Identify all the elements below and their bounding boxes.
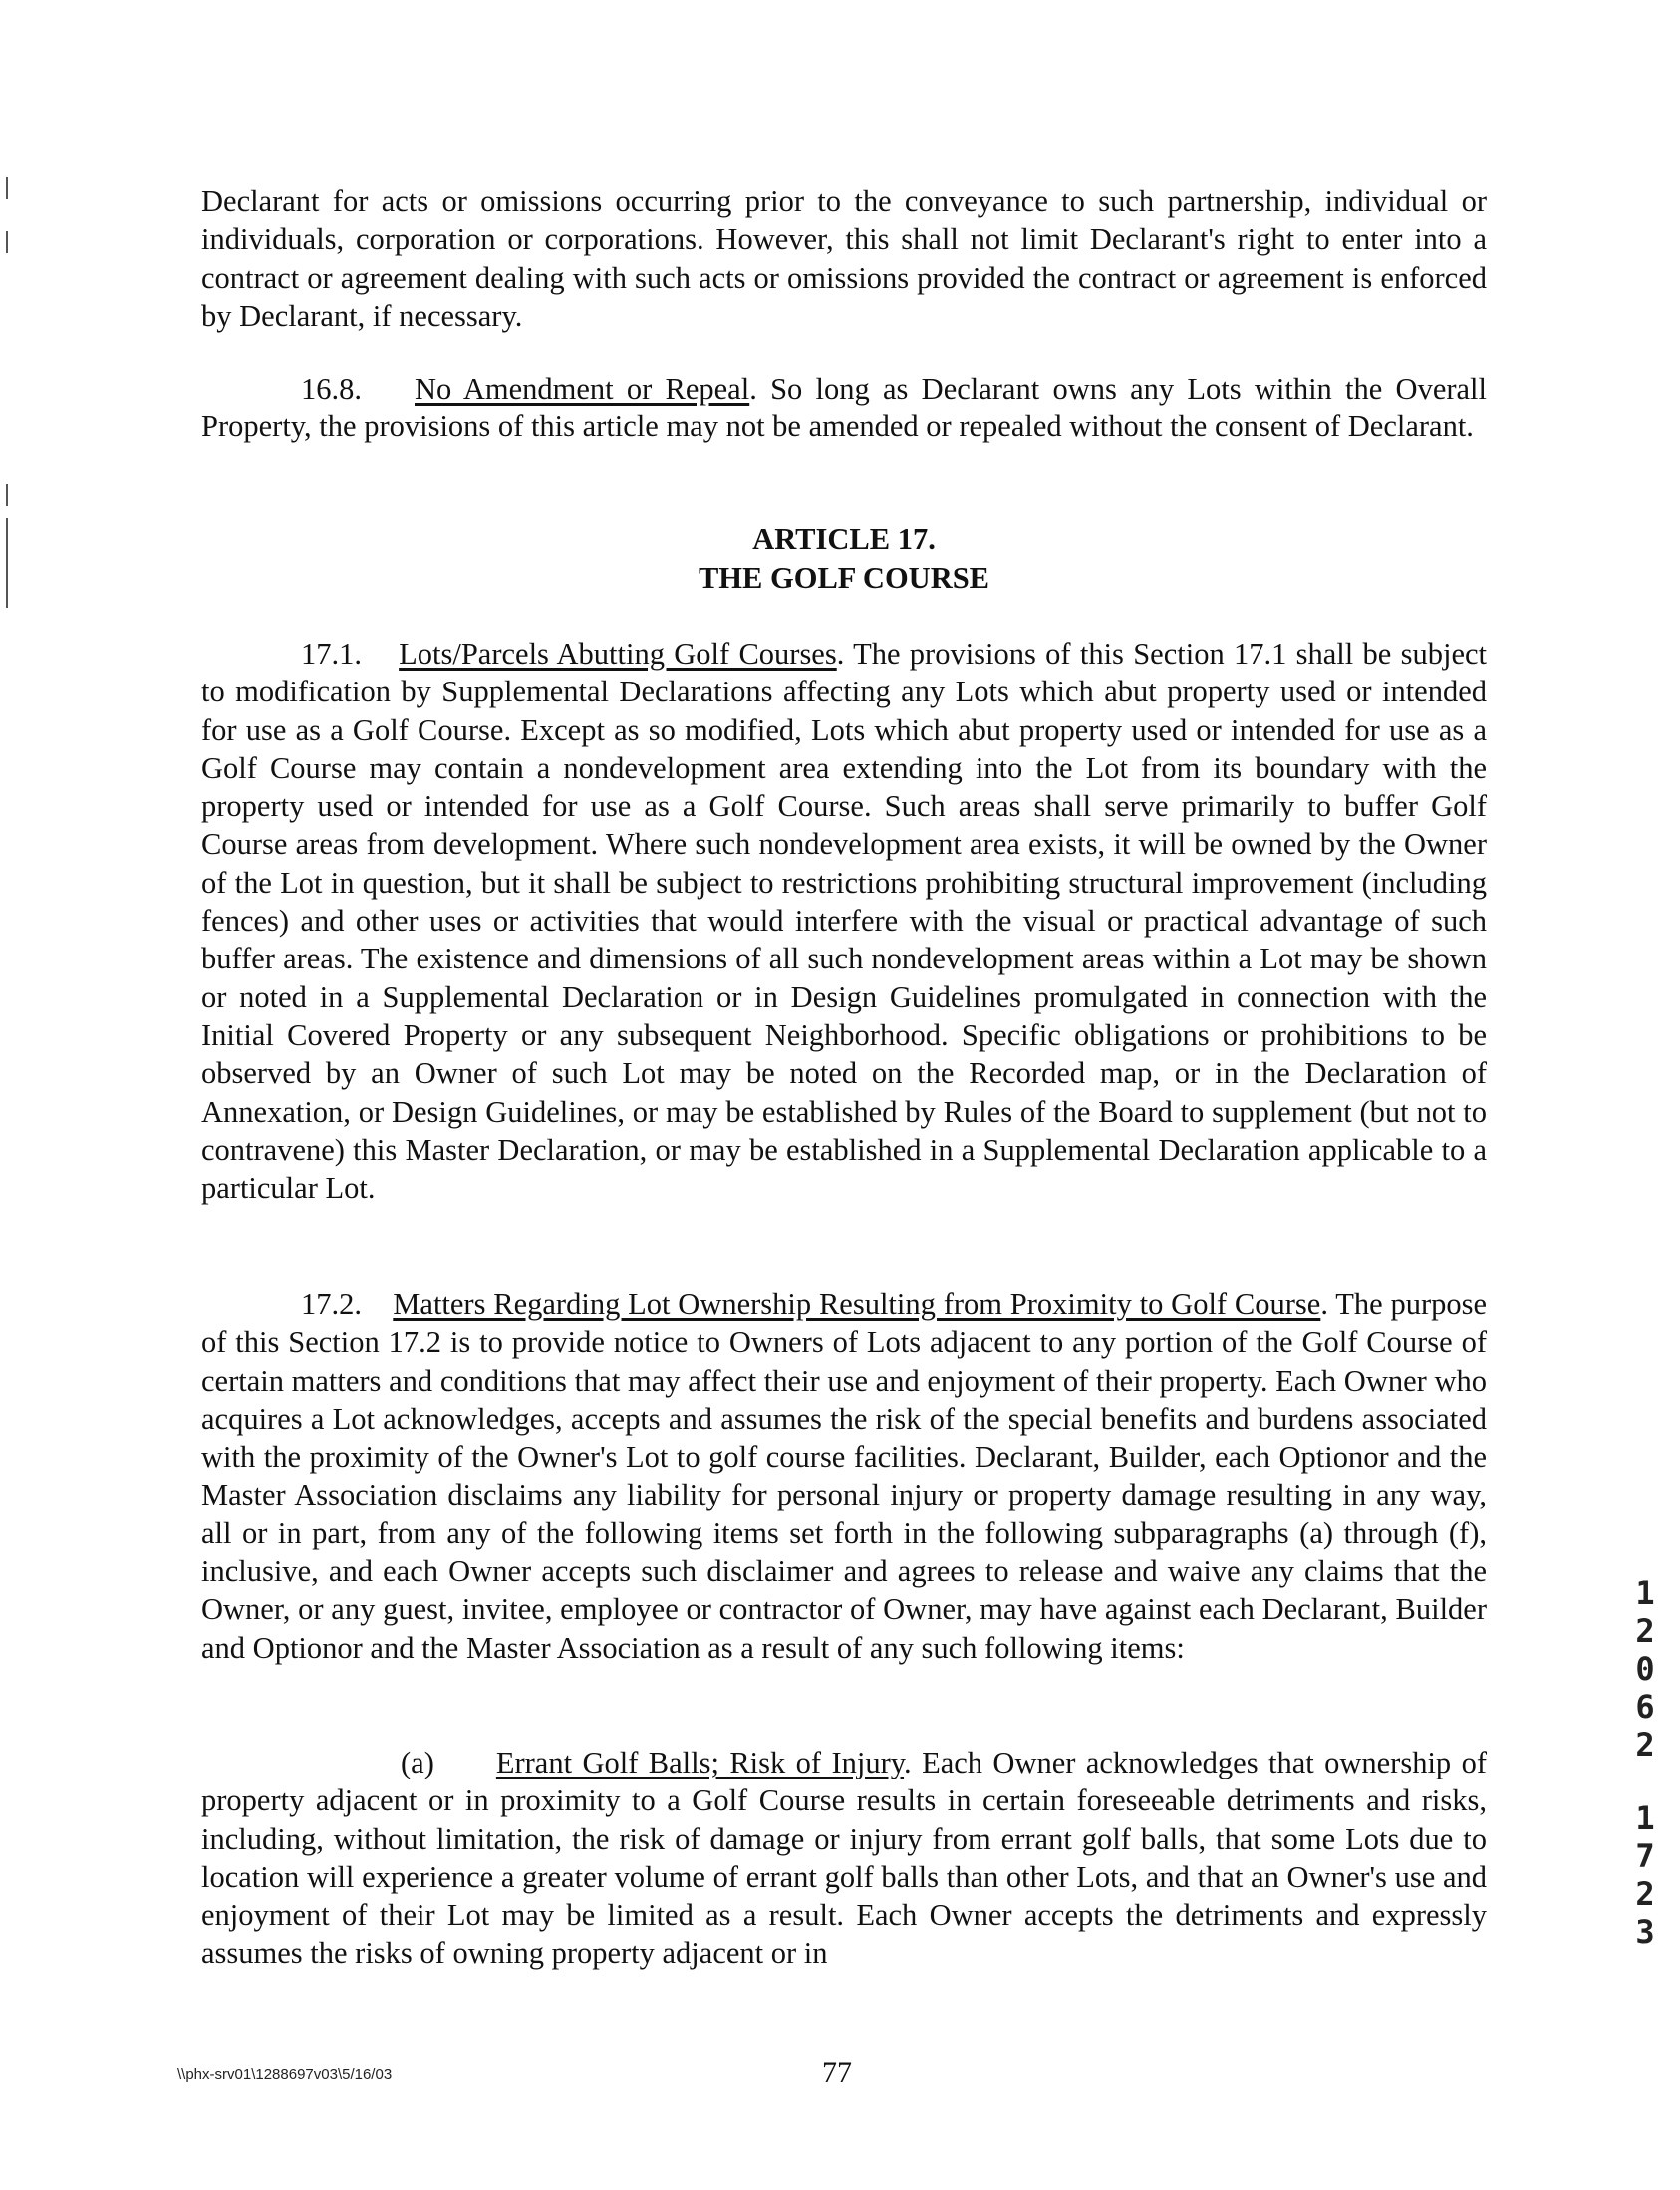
section-16-8-paragraph <box>201 370 1487 446</box>
section-body: . So long as Declarant owns any Lots within the Overall Property, the provisions of this article may not be amended or repealed without the consent of Declarant. <box>201 372 1488 444</box>
section-number: 16.8. <box>301 372 362 406</box>
stamp-digit: 1 <box>1635 1799 1655 1837</box>
section-title: Lots/Parcels Abutting Golf Courses <box>399 637 837 671</box>
scan-mark <box>6 177 8 199</box>
continuation-text: Declarant for acts or omissions occurring prior to the conveyance to such partnership, individual or individuals, corporation or corporations. However, this shall not limit Declarant's right to enter into a contract or agreement dealing with such acts or omissions provided the contract or agreement is enforced by Declarant, if necessary. <box>201 184 1487 333</box>
section-title: Matters Regarding Lot Ownership Resulting from Proximity to Golf Course <box>393 1287 1321 1321</box>
article-label: ARTICLE 17. <box>752 522 936 556</box>
footer-document-path: \\phx-srv01\1288697v03\5/16/03 <box>177 2066 393 2083</box>
subsection-a-paragraph <box>201 1744 1487 1973</box>
article-heading <box>201 520 1487 597</box>
section-17-2 <box>201 1285 1487 1667</box>
stamp-digit: 1 <box>1635 1574 1655 1612</box>
subsection-title: Errant Golf Balls; Risk of Injury <box>495 1746 905 1779</box>
article-title: THE GOLF COURSE <box>698 560 990 595</box>
section-title: No Amendment or Repeal <box>415 372 750 406</box>
stamp-gap <box>1628 1764 1662 1799</box>
stamp-digit: 6 <box>1635 1688 1655 1726</box>
section-number: 17.1. <box>301 637 362 671</box>
stamp-digit: 2 <box>1635 1726 1655 1764</box>
continuation-paragraph <box>201 182 1487 335</box>
stamp-digit: 2 <box>1635 1612 1655 1650</box>
stamp-digit: 7 <box>1635 1837 1655 1875</box>
section-body: . The provisions of this Section 17.1 shall be subject to modification by Supplemental Declarations affecting any Lots which abut property used or intended for use as a Golf Course. Except as so modified, Lots which abut property used or intended for use as a Golf Course may contain a nondevelopment area extending into the Lot from its boundary with the property used or intended for use as a Golf Course. Such areas shall serve primarily to buffer Golf Course areas from development. Where such nondevelopment area exists, it will be owned by the Owner of the Lot in question, but it shall be subject to restrictions prohibiting structural improvement (including fences) and other uses or activities that would interfere with the visual or practical advantage of such buffer areas. The existence and dimensions of all such nondevelopment areas within a Lot may be shown or noted in a Supplemental Declaration or in Design Guidelines promulgated in connection with the Initial Covered Property or any subsequent Neighborhood. Specific obligations or prohibitions to be observed by an Owner of such Lot may be noted on the Recorded map, or in the Declaration of Annexation, or Design Guidelines, or may be established by Rules of the Board to supplement (but not to contravene) this Master Declaration, or may be established in a Supplemental Declaration applicable to a particular Lot. <box>201 637 1487 1206</box>
vertical-recording-stamp <box>1628 1574 1662 1951</box>
scan-mark <box>6 231 8 253</box>
section-body: . The purpose of this Section 17.2 is to provide notice to Owners of Lots adjacent to any portion of the Golf Course of certain matters and conditions that may affect their use and enjoyment of their property. Each Owner who acquires a Lot acknowledges, accepts and assumes the risk of the special benefits and burdens associated with the proximity of the Owner's Lot to golf course facilities. Declarant, Builder, each Optionor and the Master Association disclaims any liability for personal injury or property damage resulting in any way, all or in part, from any of the following items set forth in the following subparagraphs (a) through (f), inclusive, and each Owner accepts such disclaimer and agrees to release and waive any claims that the Owner, or any guest, invitee, employee or contractor of Owner, may have against each Declarant, Builder and Optionor and the Master Association as a result of any such following items: <box>201 1287 1488 1665</box>
stamp-digit: 2 <box>1635 1875 1655 1913</box>
subsection-a <box>201 1744 1487 1973</box>
section-17-1 <box>201 635 1487 1207</box>
scan-mark <box>6 484 8 506</box>
scan-mark <box>6 518 8 608</box>
subsection-body: . Each Owner acknowledges that ownership of property adjacent or in proximity to a Golf Course results in certain foreseeable detriments and risks, including, without limitation, the risk of damage or injury from errant golf balls, that some Lots due to location will experience a greater volume of errant golf balls than other Lots, and that an Owner's use and enjoyment of their Lot may be limited as a result. Each Owner accepts the detriments and expressly assumes the risks of owning property adjacent or in <box>201 1746 1487 1971</box>
section-17-2-paragraph <box>201 1285 1487 1667</box>
section-16-8 <box>201 370 1487 446</box>
page-number: 77 <box>822 2056 852 2089</box>
subsection-label: (a) <box>401 1746 434 1779</box>
section-number: 17.2. <box>301 1287 362 1321</box>
stamp-digit: 0 <box>1635 1650 1655 1688</box>
stamp-digit: 3 <box>1635 1913 1655 1951</box>
section-17-1-paragraph <box>201 635 1487 1207</box>
margin-scan-marks <box>6 0 10 638</box>
